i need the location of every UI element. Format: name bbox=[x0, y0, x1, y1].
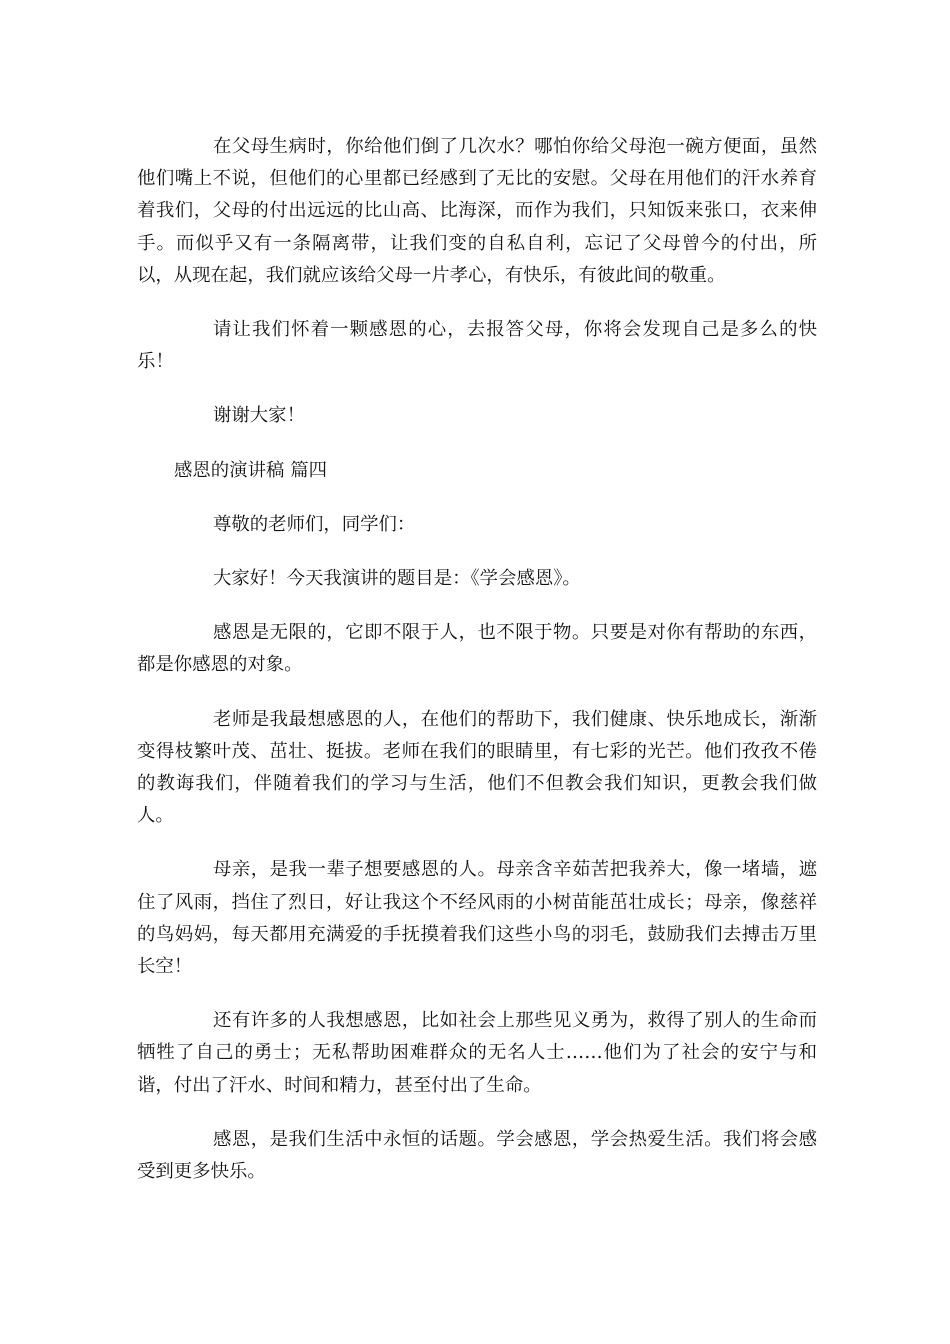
paragraph-topic: 大家好！今天我演讲的题目是：《学会感恩》。 bbox=[213, 568, 581, 590]
paragraph-teachers: 老师是我最想感恩的人，在他们的帮助下，我们健康、快乐地成长，渐渐变得枝繁叶茂、茁壮、挺拔。老师在我们的眼睛里，有七彩的光芒。他们孜孜不倦的教诲我们，伴随着我们的学习与生活，他们不但教会我们知识，更教会我们做人。 bbox=[137, 708, 817, 827]
document-body bbox=[137, 131, 817, 1210]
section-heading: 感恩的演讲稿 篇四 bbox=[174, 459, 327, 481]
paragraph-parents-illness: 在父母生病时，你给他们倒了几次水？哪怕你给父母泡一碗方便面，虽然他们嘴上不说，但他们的心里都已经感到了无比的安慰。父母在用他们的汗水养育着我们，父母的付出远远的比山高、比海深，而作为我们，只知饭来张口，衣来伸手。而似乎又有一条隔离带，让我们变的自私自利，忘记了父母曾今的付出，所以，从现在起，我们就应该给父母一片孝心，有快乐，有彼此间的敬重。 bbox=[137, 136, 817, 286]
paragraph-conclusion: 感恩，是我们生活中永恒的话题。学会感恩，学会热爱生活。我们将会感受到更多快乐。 bbox=[137, 1128, 817, 1183]
paragraph-gratitude-unlimited: 感恩是无限的，它即不限于人，也不限于物。只要是对你有帮助的东西，都是你感恩的对象。 bbox=[137, 622, 817, 676]
paragraph-thanks: 谢谢大家！ bbox=[213, 405, 305, 427]
paragraph-heroes: 还有许多的人我想感恩，比如社会上那些见义勇为，救得了别人的生命而牺牲了自己的勇士；无私帮助困难群众的无名人士……他们为了社会的安宁与和谐，付出了汗水、时间和精力，甚至付出了生命。 bbox=[137, 1010, 817, 1096]
paragraph-mother: 母亲，是我一辈子想要感恩的人。母亲含辛茹苦把我养大，像一堵墙，遮住了风雨，挡住了烈日，好让我这个不经风雨的小树苗能茁壮成长；母亲，像慈祥的鸟妈妈，每天都用充满爱的手抚摸着我们这些小鸟的羽毛，鼓励我们去搏击万里长空！ bbox=[137, 859, 817, 978]
paragraph-grateful-heart: 请让我们怀着一颗感恩的心，去报答父母，你将会发现自己是多么的快乐！ bbox=[137, 319, 817, 373]
paragraph-salutation: 尊敬的老师们，同学们： bbox=[213, 513, 416, 535]
